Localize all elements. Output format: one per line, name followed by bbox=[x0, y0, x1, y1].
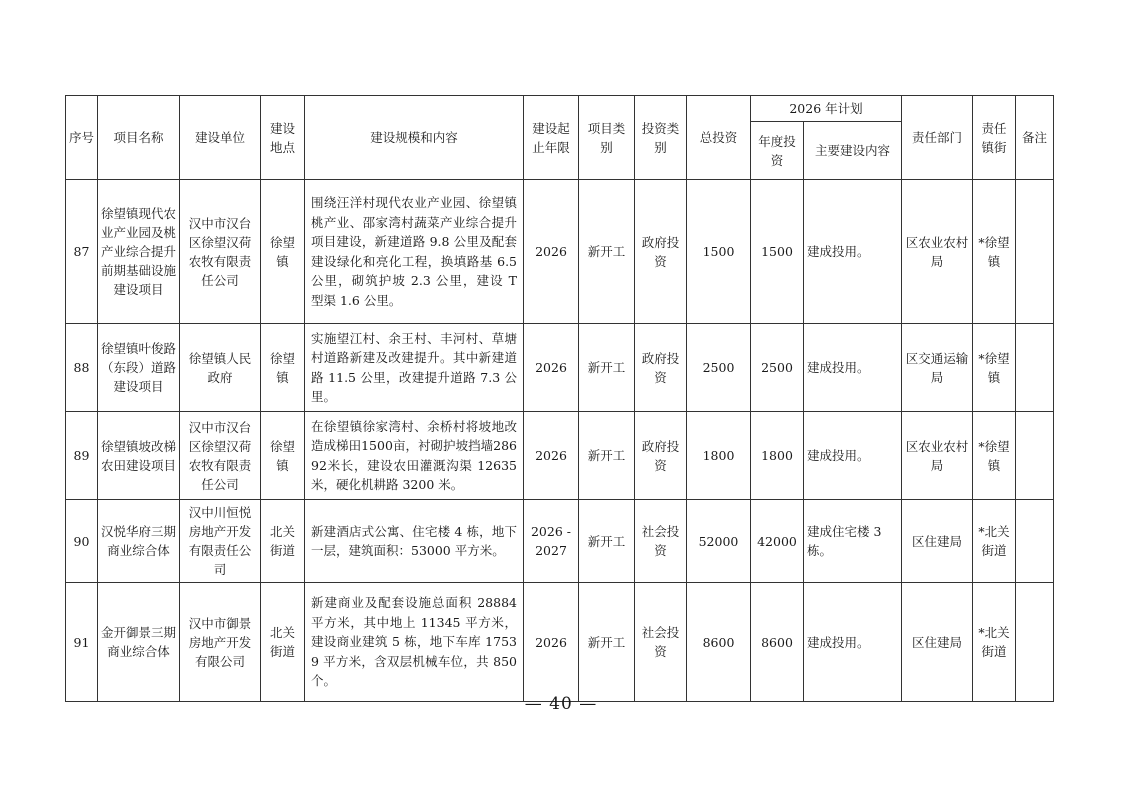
cell-location: 北关街道 bbox=[261, 583, 305, 702]
cell-period: 2026 bbox=[524, 180, 579, 324]
table-row bbox=[66, 500, 1054, 583]
header-scale: 建设规模和内容 bbox=[305, 96, 524, 180]
cell-project-name: 徐望镇现代农业产业园及桃产业综合提升前期基础设施建设项目 bbox=[98, 180, 180, 324]
cell-street: *北关街道 bbox=[973, 500, 1016, 583]
cell-period: 2026 bbox=[524, 583, 579, 702]
cell-remark bbox=[1016, 412, 1054, 500]
cell-project-name: 徐望镇坡改梯农田建设项目 bbox=[98, 412, 180, 500]
cell-scale: 实施望江村、余王村、丰河村、草塘村道路新建及改建提升。其中新建道路 11.5 公里，改建提升道路 7.3 公里。 bbox=[305, 324, 524, 412]
cell-invest-type: 政府投资 bbox=[635, 180, 687, 324]
header-main-content: 主要建设内容 bbox=[804, 122, 902, 180]
cell-total: 1500 bbox=[687, 180, 751, 324]
cell-project-name: 汉悦华府三期商业综合体 bbox=[98, 500, 180, 583]
cell-remark bbox=[1016, 583, 1054, 702]
cell-dept: 区交通运输局 bbox=[902, 324, 973, 412]
cell-dept: 区住建局 bbox=[902, 500, 973, 583]
cell-street: *徐望镇 bbox=[973, 412, 1016, 500]
cell-invest-type: 政府投资 bbox=[635, 324, 687, 412]
cell-seq: 88 bbox=[66, 324, 98, 412]
cell-annual: 8600 bbox=[751, 583, 804, 702]
header-dept: 责任部门 bbox=[902, 96, 973, 180]
cell-total: 1800 bbox=[687, 412, 751, 500]
cell-seq: 91 bbox=[66, 583, 98, 702]
table-row bbox=[66, 583, 1054, 702]
cell-street: *北关街道 bbox=[973, 583, 1016, 702]
cell-unit: 汉中川恒悦房地产开发有限责任公司 bbox=[180, 500, 261, 583]
cell-period: 2026 bbox=[524, 324, 579, 412]
cell-scale: 在徐望镇徐家湾村、余桥村将坡地改造成梯田1500亩，衬砌护坡挡墙28692米长，建设农田灌溉沟渠 12635 米，硬化机耕路 3200 米。 bbox=[305, 412, 524, 500]
cell-unit: 汉中市汉台区徐望汉荷农牧有限责任公司 bbox=[180, 180, 261, 324]
table-row bbox=[66, 324, 1054, 412]
cell-remark bbox=[1016, 180, 1054, 324]
table-row bbox=[66, 180, 1054, 324]
header-period: 建设起止年限 bbox=[524, 96, 579, 180]
header-annual: 年度投资 bbox=[751, 122, 804, 180]
cell-seq: 87 bbox=[66, 180, 98, 324]
cell-invest-type: 社会投资 bbox=[635, 583, 687, 702]
cell-category: 新开工 bbox=[579, 180, 635, 324]
cell-invest-type: 社会投资 bbox=[635, 500, 687, 583]
cell-category: 新开工 bbox=[579, 412, 635, 500]
header-project-name: 项目名称 bbox=[98, 96, 180, 180]
cell-total: 8600 bbox=[687, 583, 751, 702]
cell-category: 新开工 bbox=[579, 583, 635, 702]
cell-unit: 徐望镇人民政府 bbox=[180, 324, 261, 412]
cell-period: 2026 - 2027 bbox=[524, 500, 579, 583]
cell-period: 2026 bbox=[524, 412, 579, 500]
header-seq: 序号 bbox=[66, 96, 98, 180]
cell-seq: 90 bbox=[66, 500, 98, 583]
header-total: 总投资 bbox=[687, 96, 751, 180]
project-plan-table bbox=[65, 95, 1054, 702]
cell-category: 新开工 bbox=[579, 500, 635, 583]
cell-main-content: 建成投用。 bbox=[804, 583, 902, 702]
cell-dept: 区农业农村局 bbox=[902, 180, 973, 324]
header-category: 项目类别 bbox=[579, 96, 635, 180]
cell-scale: 新建商业及配套设施总面积 28884 平方米，其中地上 11345 平方米，建设商业建筑 5 栋，地下车库 17539 平方米，含双层机械车位，共 850 个。 bbox=[305, 583, 524, 702]
cell-annual: 2500 bbox=[751, 324, 804, 412]
cell-location: 徐望镇 bbox=[261, 324, 305, 412]
cell-main-content: 建成投用。 bbox=[804, 180, 902, 324]
cell-main-content: 建成住宅楼 3 栋。 bbox=[804, 500, 902, 583]
cell-location: 徐望镇 bbox=[261, 180, 305, 324]
cell-location: 北关街道 bbox=[261, 500, 305, 583]
cell-unit: 汉中市汉台区徐望汉荷农牧有限责任公司 bbox=[180, 412, 261, 500]
cell-seq: 89 bbox=[66, 412, 98, 500]
cell-project-name: 金开御景三期商业综合体 bbox=[98, 583, 180, 702]
cell-dept: 区住建局 bbox=[902, 583, 973, 702]
page-number: — 40 — bbox=[524, 694, 598, 714]
cell-remark bbox=[1016, 500, 1054, 583]
cell-project-name: 徐望镇叶俊路（东段）道路建设项目 bbox=[98, 324, 180, 412]
cell-scale: 围绕汪洋村现代农业产业园、徐望镇桃产业、邵家湾村蔬菜产业综合提升项目建设，新建道路 9.8 公里及配套建设绿化和亮化工程，换填路基 6.5 公里，砌筑护坡 2.3 公里，建设 T 型渠 1.6 公里。 bbox=[305, 180, 524, 324]
cell-unit: 汉中市御景房地产开发有限公司 bbox=[180, 583, 261, 702]
header-plan-group: 2026 年计划 bbox=[751, 96, 902, 122]
table-row bbox=[66, 412, 1054, 500]
cell-annual: 42000 bbox=[751, 500, 804, 583]
cell-main-content: 建成投用。 bbox=[804, 412, 902, 500]
cell-invest-type: 政府投资 bbox=[635, 412, 687, 500]
header-invest-type: 投资类别 bbox=[635, 96, 687, 180]
cell-dept: 区农业农村局 bbox=[902, 412, 973, 500]
cell-street: *徐望镇 bbox=[973, 180, 1016, 324]
cell-scale: 新建酒店式公寓、住宅楼 4 栋，地下一层，建筑面积：53000 平方米。 bbox=[305, 500, 524, 583]
cell-location: 徐望镇 bbox=[261, 412, 305, 500]
header-unit: 建设单位 bbox=[180, 96, 261, 180]
cell-annual: 1800 bbox=[751, 412, 804, 500]
header-location: 建设地点 bbox=[261, 96, 305, 180]
header-remark: 备注 bbox=[1016, 96, 1054, 180]
cell-main-content: 建成投用。 bbox=[804, 324, 902, 412]
cell-remark bbox=[1016, 324, 1054, 412]
cell-street: *徐望镇 bbox=[973, 324, 1016, 412]
cell-total: 2500 bbox=[687, 324, 751, 412]
table-header-row bbox=[66, 96, 1054, 122]
header-street: 责任镇街 bbox=[973, 96, 1016, 180]
cell-category: 新开工 bbox=[579, 324, 635, 412]
cell-annual: 1500 bbox=[751, 180, 804, 324]
cell-total: 52000 bbox=[687, 500, 751, 583]
